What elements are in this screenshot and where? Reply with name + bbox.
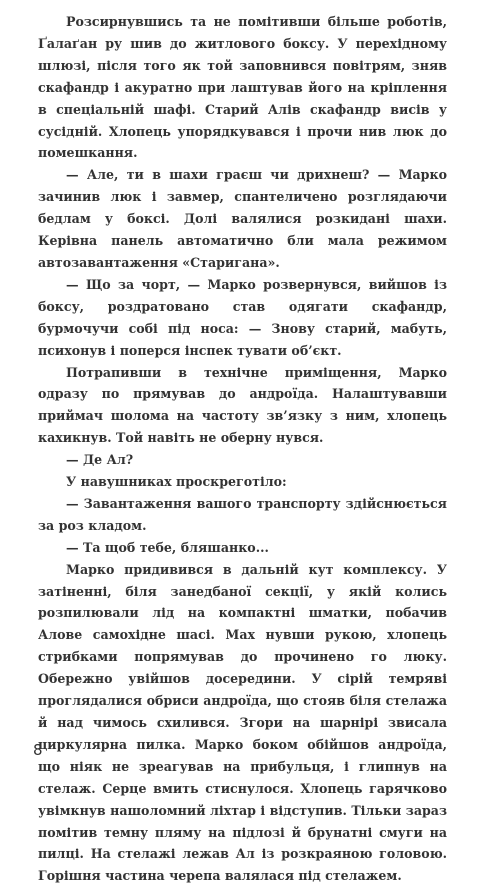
text-line: смуги на пилці. На стелажі лежав Ал із розкраяною головою. <box>38 824 448 862</box>
text-line: роздратовано став одягати скафандр, бурмочучи собі під <box>38 298 447 336</box>
text-line: У навушниках проскреготіло: <box>66 474 287 490</box>
text-line: скафандр висів у сусідній. Хлопець упорядкувався і прочи <box>38 101 447 139</box>
text-line: біля занедбаної секції, у якій колись розпилювали лід на <box>38 583 447 621</box>
text-line: нувши рукою, хлопець стрибками попрямував до прочинено <box>38 627 447 665</box>
paragraph <box>38 11 447 164</box>
text-line: Розсирнувшись та не помітивши більше роботів, Ґалаґан ру <box>38 14 447 51</box>
text-line: пилка. Марко боком обійшов андроїда, що ніяк не зреагував <box>38 736 447 774</box>
text-line: нувся. <box>276 430 324 446</box>
text-line: — Та щоб тебе, бляшанко... <box>66 539 269 555</box>
text-line: нив люк до помешкання. <box>38 123 447 161</box>
text-line: Потрапивши в технічне приміщення, Марко одразу по <box>38 364 447 402</box>
text-line: — Що за чорт, — Марко розвернувся, вийшов із боксу, <box>38 276 447 314</box>
body-text <box>38 11 447 887</box>
text-line: люк і завмер, спантеличено розглядаючи бедлам у боксі. Долі <box>38 189 447 227</box>
text-line: проглядалися обриси андроїда, що стояв біля стелажа й над <box>38 693 447 730</box>
text-line: кладом. <box>88 517 147 533</box>
paragraph <box>38 471 447 493</box>
text-line: — Де Ал? <box>66 452 134 468</box>
text-line: — Але, ти в шахи граєш чи дрихнеш? — Марко зачинив <box>38 167 447 205</box>
text-line: чимось схилився. Згори на шарнірі звисала циркулярна <box>38 715 447 752</box>
text-line: тувати об’єкт. <box>237 342 342 358</box>
text-line: шив до житлового боксу. У перехідному шлюзі, після того <box>38 35 447 73</box>
text-line: лаштував його на кріплення в спеціальній шафі. Старий Алів <box>38 79 447 117</box>
text-line: Марко придивився в дальній кут комплексу. У затіненні, <box>38 561 447 599</box>
page-number: 8 <box>33 741 43 759</box>
text-line: Горішня частина черепа валялася під стелажем. <box>38 868 402 884</box>
text-line: частоту зв’язку з ним, хлопець кахикнув. Той навіть не оберну <box>38 408 447 446</box>
dialogue-paragraph <box>38 449 447 471</box>
text-line: го люку. Обережно увійшов досередини. У сірій темряві <box>38 649 447 687</box>
text-line: компактні шматки, побачив Алове самохідне шасі. Мах <box>38 605 447 643</box>
dialogue-paragraph <box>38 164 447 274</box>
text-line: мала режимом автозавантаження «Старигана». <box>38 233 447 270</box>
dialogue-paragraph <box>38 274 447 362</box>
text-line: Хлопець гарячково увімкнув нашоломний ліхтар і відступив. <box>38 780 447 818</box>
text-line: як той заповнився повітрям, зняв скафандр і акуратно при <box>38 57 447 95</box>
dialogue-paragraph <box>38 537 447 559</box>
text-line: Тільки зараз помітив темну пляму на підлозі й брунатні <box>38 802 447 840</box>
dialogue-paragraph <box>38 493 447 537</box>
paragraph <box>38 362 447 450</box>
paragraph <box>38 559 447 887</box>
text-line: носа: — Знову старий, мабуть, психонув і поперся інспек <box>38 320 447 358</box>
text-line: валялися розкидані шахи. Керівна панель автоматично бли <box>38 211 447 249</box>
text-line: — Завантаження вашого транспорту здійснюється за роз <box>38 495 447 533</box>
text-line: прямував до андроїда. Налаштувавши приймач шолома на <box>38 386 448 424</box>
text-line: на прибульця, і глипнув на стелаж. Серце вмить стиснулося. <box>38 758 448 796</box>
